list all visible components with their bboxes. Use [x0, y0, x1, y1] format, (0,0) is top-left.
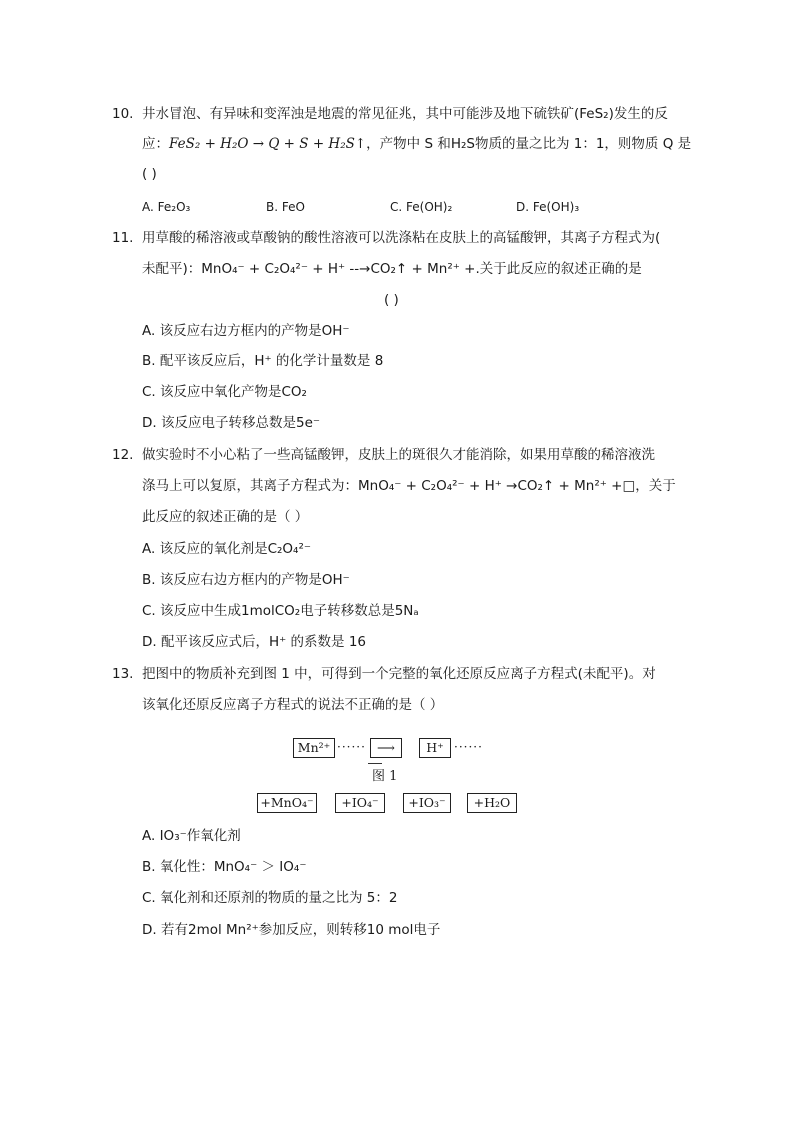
question-13-line-2: 该氧化还原反应离子方程式的说法不正确的是（ ）	[142, 697, 444, 713]
question-12-line-2: 涤马上可以复原，其离子方程式为：MnO₄⁻ + C₂O₄²⁻ + H⁺ →CO₂↑ + Mn²⁺ +□，关于	[142, 478, 676, 494]
figure-caption: 图 1	[372, 769, 398, 784]
question-13-number: 13.	[112, 666, 134, 682]
h2o-box: +H₂O	[467, 793, 517, 813]
dots-2: ······	[454, 740, 483, 754]
question-10-line-1: 井水冒泡、有异味和变浑浊是地震的常见征兆，其中可能涉及地下硫铁矿(FeS₂)发生的反	[142, 106, 668, 122]
question-10-number: 10.	[112, 106, 134, 122]
q10-option-a: A. Fe₂O₃	[142, 200, 191, 214]
question-10-equation: FeS₂ + H₂O → Q + S + H₂S↑	[169, 136, 367, 152]
io3-box: +IO₃⁻	[403, 793, 451, 813]
question-11-number: 11.	[112, 230, 134, 246]
q11-option-b: B. 配平该反应后，H⁺ 的化学计量数是 8	[142, 353, 384, 369]
question-11-line-1: 用草酸的稀溶液或草酸钠的酸性溶液可以洗涤粘在皮肤上的高锰酸钾，其离子方程式为(	[142, 230, 661, 246]
question-10-prefix: 应：	[142, 136, 169, 152]
q11-option-c: C. 该反应中氧化产物是CO₂	[142, 384, 307, 400]
dots-1: ······	[337, 740, 366, 754]
h-plus-box: H⁺	[419, 738, 451, 758]
q10-option-b: B. FeO	[266, 200, 305, 214]
question-10-line-2	[142, 134, 691, 154]
mno4-box: +MnO₄⁻	[257, 793, 317, 813]
q13-option-d: D. 若有2mol Mn²⁺参加反应，则转移10 mol电子	[142, 922, 441, 938]
q10-option-d: D. Fe(OH)₃	[516, 200, 580, 214]
question-12-number: 12.	[112, 447, 134, 463]
q10-option-c: C. Fe(OH)₂	[390, 200, 453, 214]
question-11-bracket: ( )	[384, 292, 399, 308]
q12-option-c: C. 该反应中生成1molCO₂电子转移数总是5Nₐ	[142, 603, 419, 619]
q11-option-a: A. 该反应右边方框内的产物是OH⁻	[142, 323, 350, 339]
question-10-suffix: ，产物中 S 和H₂S物质的量之比为 1：1，则物质 Q 是	[366, 136, 692, 152]
mn2-box: Mn²⁺	[293, 738, 335, 758]
q13-option-b: B. 氧化性：MnO₄⁻ ＞ IO₄⁻	[142, 859, 307, 875]
question-12-line-1: 做实验时不小心粘了一些高锰酸钾，皮肤上的斑很久才能消除，如果用草酸的稀溶液洗	[142, 447, 655, 463]
q12-option-d: D. 配平该反应式后，H⁺ 的系数是 16	[142, 634, 367, 650]
question-13-line-1: 把图中的物质补充到图 1 中，可得到一个完整的氧化还原反应离子方程式(未配平)。对	[142, 666, 656, 682]
io4-box: +IO₄⁻	[335, 793, 385, 813]
question-12-line-3: 此反应的叙述正确的是（ ）	[142, 509, 309, 525]
question-11-line-2: 未配平)：MnO₄⁻ + C₂O₄²⁻ + H⁺ --→CO₂↑ + Mn²⁺ +.关于此反应的叙述正确的是	[142, 261, 642, 277]
q12-option-b: B. 该反应右边方框内的产物是OH⁻	[142, 572, 350, 588]
q11-option-d: D. 该反应电子转移总数是5e⁻	[142, 415, 320, 431]
q13-option-a: A. IO₃⁻作氧化剂	[142, 828, 241, 844]
q13-option-c: C. 氧化剂和还原剂的物质的量之比为 5：2	[142, 890, 398, 906]
q12-option-a: A. 该反应的氧化剂是C₂O₄²⁻	[142, 541, 311, 557]
question-10-bracket: ( )	[142, 166, 157, 182]
arrow-box: ⟶	[370, 738, 402, 758]
caption-mark	[368, 763, 382, 764]
